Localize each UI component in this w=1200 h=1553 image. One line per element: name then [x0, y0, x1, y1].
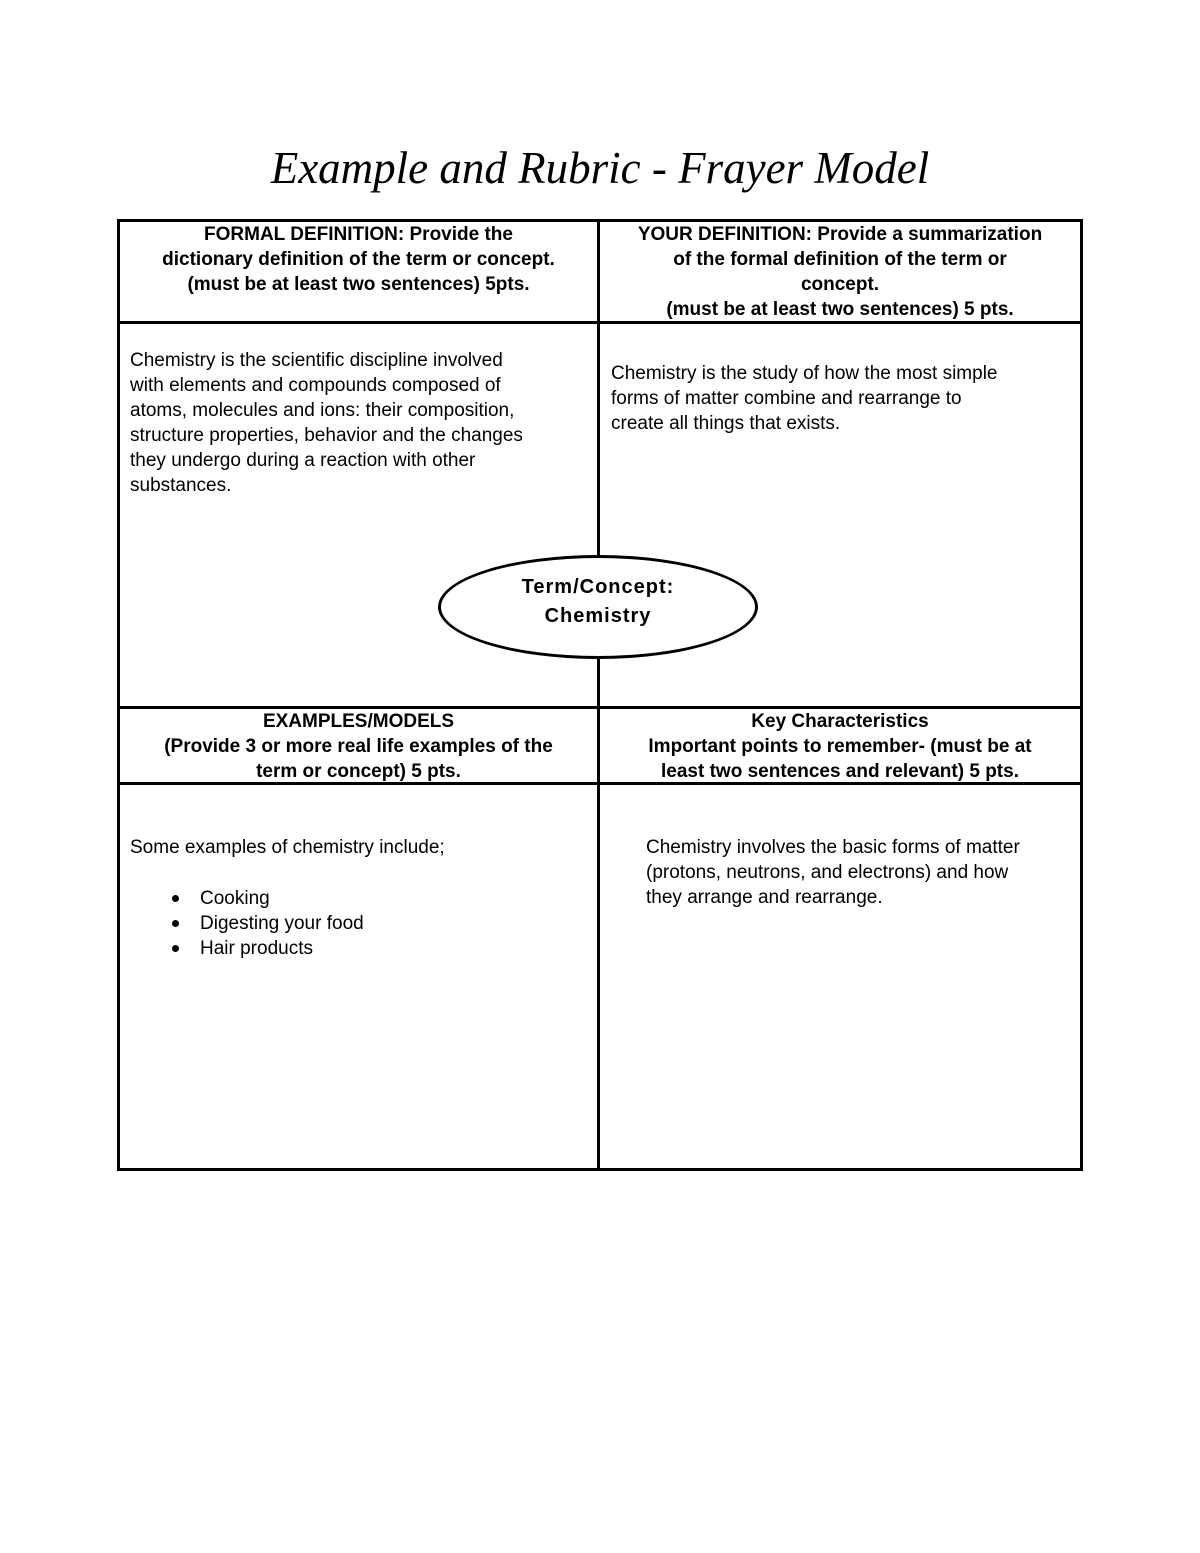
examples-intro: Some examples of chemistry include; — [130, 837, 445, 858]
header-line: concept. — [800, 274, 880, 295]
text-line: Chemistry is the study of how the most simple — [611, 363, 998, 384]
list-item-label: Hair products — [200, 938, 313, 959]
formal-definition-text — [130, 348, 595, 498]
header-line: least two sentences and relevant) 5 pts. — [661, 761, 1019, 782]
examples-header — [120, 709, 597, 784]
text-line: with elements and compounds composed of — [130, 375, 501, 396]
list-item — [130, 886, 595, 911]
term-value: Chemistry — [544, 605, 652, 627]
examples-text — [130, 835, 595, 961]
bullet-icon — [172, 945, 179, 952]
key-characteristics-header — [600, 709, 1080, 784]
header-line: FORMAL DEFINITION: Provide the — [204, 224, 513, 245]
your-definition-text — [611, 361, 1076, 436]
key-characteristics-text — [646, 835, 1078, 910]
list-item — [130, 911, 595, 936]
header-line: of the formal definition of the term or — [673, 249, 1007, 270]
header-line: Important points to remember- (must be at — [648, 736, 1032, 757]
text-line: forms of matter combine and rearrange to — [611, 388, 962, 409]
text-line: substances. — [130, 475, 232, 496]
term-label: Term/Concept: — [521, 576, 675, 598]
list-item-label: Cooking — [200, 888, 270, 909]
list-item — [130, 936, 595, 961]
text-line: (protons, neutrons, and electrons) and how — [646, 862, 1009, 883]
text-line: atoms, molecules and ions: their composition, — [130, 400, 515, 421]
formal-definition-header — [120, 222, 597, 297]
text-line: create all things that exists. — [611, 413, 841, 434]
header-line: YOUR DEFINITION: Provide a summarization — [637, 224, 1043, 245]
bullet-icon — [172, 895, 179, 902]
header-line: (must be at least two sentences) 5 pts. — [666, 299, 1014, 320]
text-line: Chemistry is the scientific discipline involved — [130, 350, 503, 371]
text-line: Chemistry involves the basic forms of matter — [646, 837, 1020, 858]
text-line: they arrange and rearrange. — [646, 887, 883, 908]
vertical-divider — [597, 219, 600, 1171]
header-line: EXAMPLES/MODELS — [262, 711, 455, 732]
text-line: they undergo during a reaction with other — [130, 450, 476, 471]
your-definition-header — [600, 222, 1080, 322]
bullet-icon — [172, 920, 179, 927]
term-concept-oval — [438, 555, 758, 659]
examples-list — [130, 886, 595, 961]
header-line: dictionary definition of the term or concept. — [162, 249, 555, 270]
list-item-label: Digesting your food — [200, 913, 364, 934]
text-line: structure properties, behavior and the changes — [130, 425, 523, 446]
page-title: Example and Rubric - Frayer Model — [270, 143, 930, 193]
header-line: (Provide 3 or more real life examples of the — [164, 736, 553, 757]
header-line: (must be at least two sentences) 5pts. — [187, 274, 530, 295]
header-line: term or concept) 5 pts. — [256, 761, 461, 782]
header-line: Key Characteristics — [751, 711, 929, 732]
